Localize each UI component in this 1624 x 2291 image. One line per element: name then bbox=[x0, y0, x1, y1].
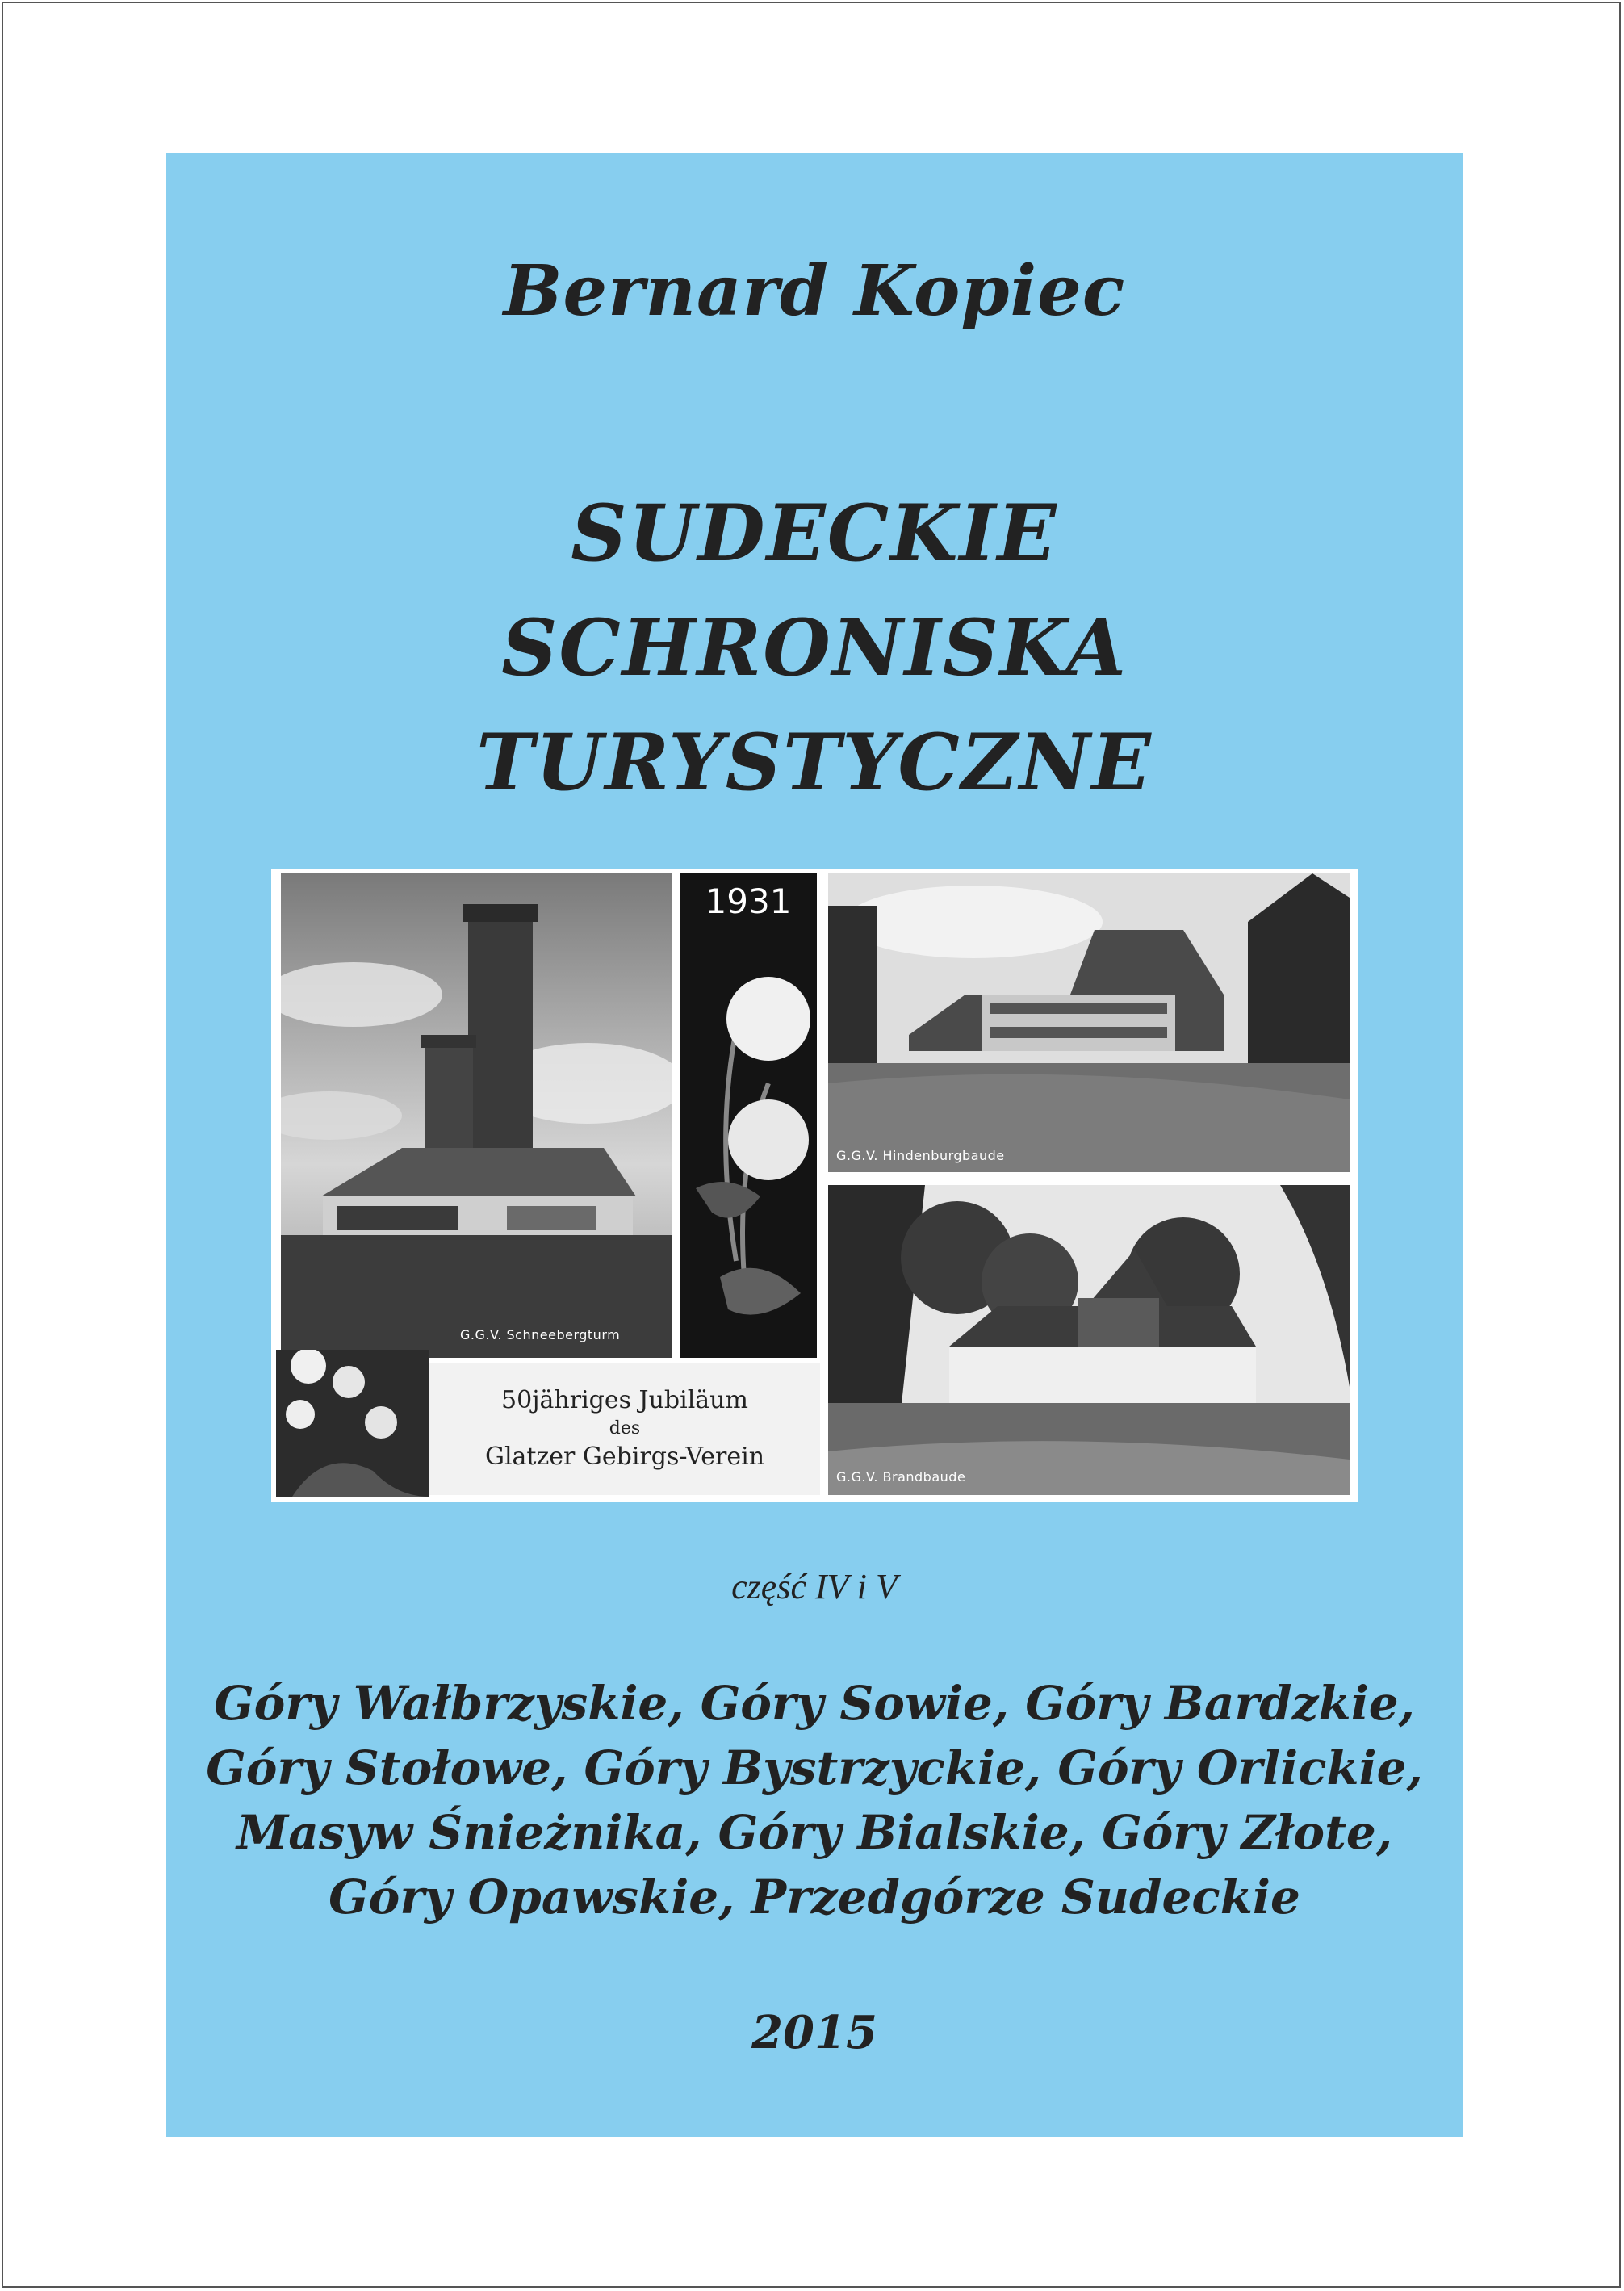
jubilee-line-2: des bbox=[609, 1418, 641, 1439]
tower-caption: G.G.V. Schneebergturm bbox=[460, 1327, 621, 1342]
globeflower-photo bbox=[276, 1350, 429, 1497]
part-label: część IV i V bbox=[731, 1567, 898, 1606]
regions-line-3: Masyw Śnieżnika, Góry Bialskie, Góry Złote, bbox=[236, 1805, 1392, 1860]
brandbaude-photo bbox=[828, 1185, 1350, 1495]
postcard-year: 1931 bbox=[705, 882, 792, 921]
author-name: Bernard Kopiec bbox=[503, 250, 1126, 332]
regions-line-4: Góry Opawskie, Przedgórze Sudeckie bbox=[329, 1870, 1300, 1925]
title-line-2: SCHRONISKA bbox=[501, 602, 1128, 693]
title-line-3: TURYSTYCZNE bbox=[476, 717, 1153, 808]
regions-line-1: Góry Wałbrzyskie, Góry Sowie, Góry Bardzkie, bbox=[214, 1676, 1415, 1731]
publication-year: 2015 bbox=[751, 2006, 877, 2059]
regions-line-2: Góry Stołowe, Góry Bystrzyckie, Góry Orlickie, bbox=[206, 1740, 1423, 1795]
book-title bbox=[166, 476, 1463, 820]
brandbaude-caption: G.G.V. Brandbaude bbox=[836, 1469, 966, 1485]
book-cover bbox=[166, 153, 1463, 2137]
regions-list bbox=[166, 1671, 1463, 1929]
postcard-collage bbox=[271, 869, 1358, 1502]
jubilee-line-3: Glatzer Gebirgs-Verein bbox=[484, 1443, 765, 1471]
hindenburgbaude-photo bbox=[828, 873, 1350, 1172]
jubilee-line-1: 50jähriges Jubiläum bbox=[501, 1386, 748, 1414]
title-line-1: SUDECKIE bbox=[571, 488, 1058, 579]
hindenburgbaude-caption: G.G.V. Hindenburgbaude bbox=[836, 1148, 1005, 1163]
jubilee-inscription bbox=[429, 1363, 820, 1495]
flower-year-strip bbox=[680, 873, 817, 1358]
tower-photo bbox=[281, 873, 672, 1358]
